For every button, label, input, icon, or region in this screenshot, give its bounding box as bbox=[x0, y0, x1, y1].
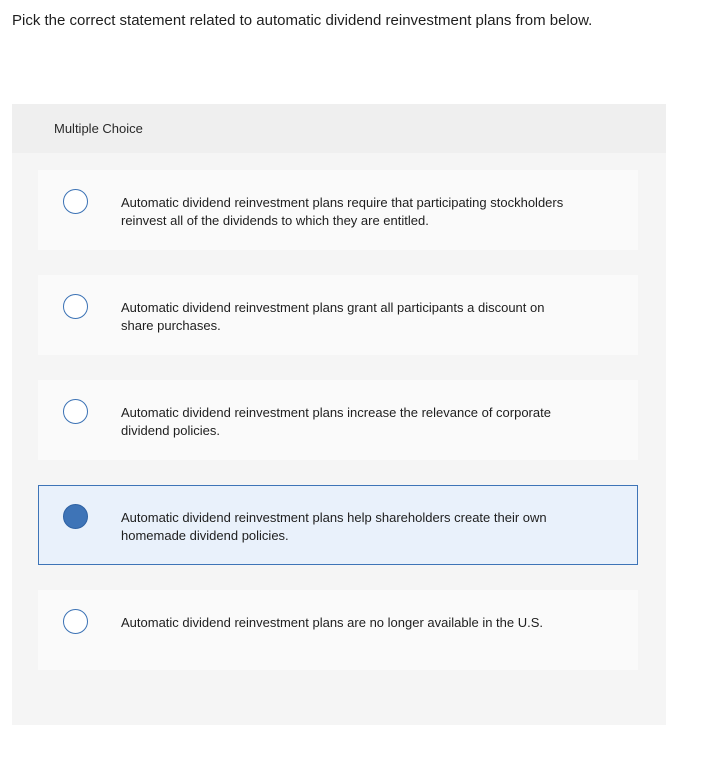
multiple-choice-header bbox=[12, 104, 666, 153]
radio-button-icon[interactable] bbox=[63, 609, 88, 634]
answer-option-text: Automatic dividend reinvestment plans help shareholders create their own homemade dividend policies. bbox=[121, 510, 547, 543]
answer-option-text: Automatic dividend reinvestment plans require that participating stockholders reinvest all of the dividends to which they are entitled. bbox=[121, 195, 564, 228]
multiple-choice-label: Multiple Choice bbox=[54, 121, 143, 136]
question-text: Pick the correct statement related to automatic dividend reinvestment plans from below. bbox=[12, 12, 593, 29]
answer-option-text: Automatic dividend reinvestment plans grant all participants a discount on share purchases. bbox=[121, 300, 545, 333]
radio-button-selected-icon[interactable] bbox=[63, 504, 88, 529]
radio-button-icon[interactable] bbox=[63, 294, 88, 319]
radio-button-icon[interactable] bbox=[63, 399, 88, 424]
answer-option-1[interactable] bbox=[38, 170, 638, 250]
answer-option-4[interactable] bbox=[38, 485, 638, 565]
radio-button-icon[interactable] bbox=[63, 189, 88, 214]
answer-option-2[interactable] bbox=[38, 275, 638, 355]
answer-option-text: Automatic dividend reinvestment plans are no longer available in the U.S. bbox=[121, 615, 544, 630]
answer-option-3[interactable] bbox=[38, 380, 638, 460]
multiple-choice-panel bbox=[12, 104, 666, 725]
answer-option-5[interactable] bbox=[38, 590, 638, 670]
answer-option-text: Automatic dividend reinvestment plans increase the relevance of corporate dividend policies. bbox=[121, 405, 551, 438]
